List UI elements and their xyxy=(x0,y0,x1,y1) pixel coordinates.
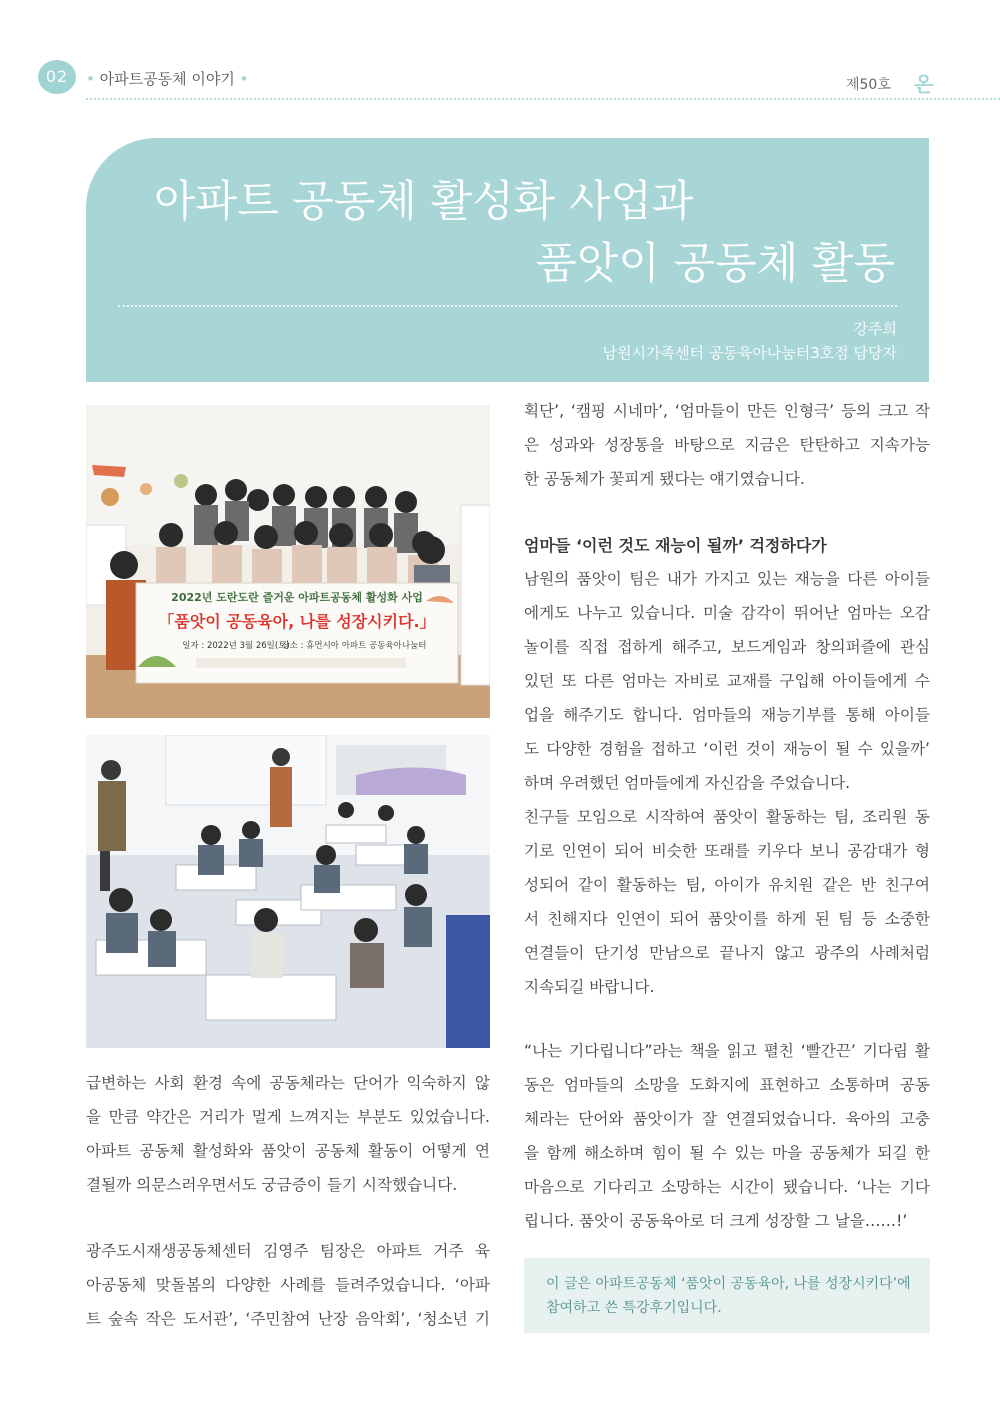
text-line: 기로 인연이 되어 비슷한 또래를 키우다 보니 공감대가 형 xyxy=(524,842,930,860)
article-note xyxy=(546,1272,911,1320)
section-subheading: 엄마들 ‘이런 것도 재능이 될까’ 걱정하다가 xyxy=(524,536,827,555)
text-line: 에게도 나누고 있습니다. 미술 감각이 뛰어난 엄마는 오감 xyxy=(524,604,930,622)
note-line: 이 글은 아파트공동체 ‘품앗이 공동육아, 나를 성장시키다’에 xyxy=(546,1276,911,1292)
banner-date: 일자 : 2022년 3월 26일(토) xyxy=(182,641,290,651)
text-line: 한 공동체가 꽃피게 됐다는 얘기였습니다. xyxy=(524,470,805,488)
text-line: 획단’, ‘캠핑 시네마’, ‘엄마들이 만든 인형극’ 등의 크고 작 xyxy=(524,402,930,420)
left-paragraph-1 xyxy=(86,1066,490,1202)
text-line: 친구들 모임으로 시작하여 품앗이 활동하는 팀, 조리원 동 xyxy=(524,808,930,826)
left-paragraph-2 xyxy=(86,1234,490,1336)
text-line: 광주도시재생공동체센터 김영주 팀장은 아파트 거주 육 xyxy=(86,1242,490,1260)
text-line: 아파트 공동체 활성화와 품앗이 공동체 활동이 어떻게 연 xyxy=(86,1142,490,1160)
text-line: 을 함께 해소하며 힘이 될 수 있는 마을 공동체가 되길 한 xyxy=(524,1144,930,1162)
text-line: 연결들이 단기성 만남으로 끝나지 않고 광주의 사례처럼 xyxy=(524,944,930,962)
text-line: 급변하는 사회 환경 속에 공동체라는 단어가 익숙하지 않 xyxy=(86,1074,490,1092)
right-paragraph-top xyxy=(524,394,930,496)
article-title-line1: 아파트 공동체 활성화 사업과 xyxy=(154,177,694,227)
article-title-line2: 품앗이 공동체 활동 xyxy=(535,239,895,289)
text-line: 업을 해주기도 합니다. 엄마들의 재능기부를 통해 아이들 xyxy=(524,706,930,724)
text-line: 을 만큼 약간은 거리가 멀게 느껴지는 부분도 있었습니다. xyxy=(86,1108,490,1126)
text-line: 결될까 의문스러우면서도 궁금증이 들기 시작했습니다. xyxy=(86,1176,458,1194)
text-line: 체라는 단어와 품앗이가 잘 연결되었습니다. 육아의 고충 xyxy=(524,1110,930,1128)
text-line: 동은 엄마들의 소망을 도화지에 표현하고 소통하며 공동 xyxy=(524,1076,930,1094)
text-line: “나는 기다립니다”라는 책을 읽고 펼친 ‘빨간끈’ 기다림 활 xyxy=(524,1042,930,1060)
text-line: 놀이를 직접 접하게 해주고, 보드게임과 창의퍼즐에 관심 xyxy=(524,638,930,656)
issue-number: 제50호 xyxy=(846,77,891,93)
note-line: 참여하고 쓴 특강후기입니다. xyxy=(546,1300,722,1316)
group-photo xyxy=(86,405,490,718)
banner-year-line: 2022년 도란도란 즐거운 아파트공동체 활성화 사업 xyxy=(171,591,423,604)
author-name: 강주희 xyxy=(853,320,897,338)
text-line: 마음으로 기다리고 소망하는 시간이 됐습니다. ‘나는 기다 xyxy=(524,1178,930,1196)
text-line: 은 성과와 성장통을 바탕으로 지금은 탄탄하고 지속가능 xyxy=(524,436,930,454)
bullet-dot-icon: • xyxy=(86,70,95,88)
text-line: 하며 우려했던 엄마들에게 자신감을 주었습니다. xyxy=(524,774,851,792)
text-line: 도 다양한 경험을 접하고 ‘이런 것이 재능이 될 수 있을까’ xyxy=(524,740,930,758)
title-banner xyxy=(86,138,929,382)
section-label-text: 아파트공동체 이야기 xyxy=(99,70,235,88)
workshop-photo xyxy=(86,735,490,1048)
section-label xyxy=(86,68,248,89)
banner-divider xyxy=(118,305,897,307)
author-role: 남원시가족센터 공동육아나눔터3호점 담당자 xyxy=(602,344,897,362)
text-line: 트 숲속 작은 도서관’, ‘주민참여 난장 음악회’, ‘청소년 기 xyxy=(86,1310,490,1328)
text-line: 남원의 품앗이 팀은 내가 가지고 있는 재능을 다른 아이들 xyxy=(524,570,930,588)
text-line: 서 친해지다 인연이 되어 품앗이를 하게 된 팀 등 소중한 xyxy=(524,910,930,928)
banner-place: 장소 : 휴먼시아 아파트 공동육아나눔터 xyxy=(281,641,427,651)
text-line: 있던 또 다른 엄마는 자비로 교재를 구입해 아이들에게 수 xyxy=(524,672,930,690)
text-line: 아공동체 맞돌봄의 다양한 사례를 들려주었습니다. ‘아파 xyxy=(86,1276,490,1294)
right-paragraph-middle xyxy=(524,562,930,1004)
header-divider xyxy=(86,98,1000,100)
banner-main-text: 「품앗이 공동육아, 나를 성장시키다.」 xyxy=(158,612,436,631)
bullet-dot-icon: • xyxy=(239,70,249,88)
text-line: 성되어 같이 활동하는 팀, 아이가 유치원 같은 반 친구여 xyxy=(524,876,930,894)
text-line: 립니다. 품앗이 공동육아로 더 크게 성장할 그 날을……!’ xyxy=(524,1212,908,1230)
magazine-logo: 온 xyxy=(914,72,934,96)
text-line: 지속되길 바랍니다. xyxy=(524,978,655,996)
right-paragraph-bottom xyxy=(524,1034,930,1238)
article-note-box xyxy=(524,1258,930,1333)
page-number-badge: 02 xyxy=(38,60,76,94)
